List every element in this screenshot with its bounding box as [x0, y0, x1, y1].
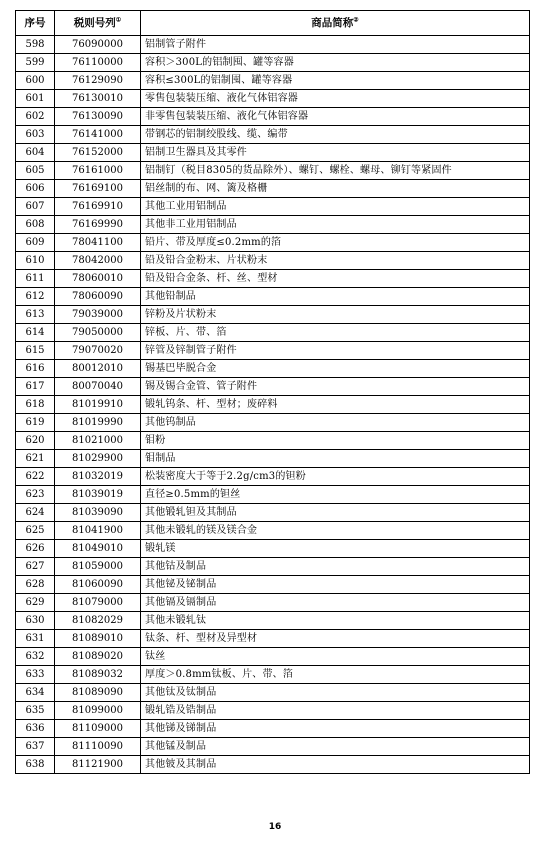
row-tariff-code: 81049010	[55, 540, 141, 558]
row-tariff-code: 79039000	[55, 306, 141, 324]
row-product-name: 其他非工业用铝制品	[141, 216, 530, 234]
row-tariff-code: 78060010	[55, 270, 141, 288]
row-tariff-code: 76090000	[55, 36, 141, 54]
row-product-name: 厚度＞0.8mm钛板、片、带、箔	[141, 666, 530, 684]
row-serial-number: 609	[16, 234, 55, 252]
row-product-name: 铅及铅合金条、杆、丝、型材	[141, 270, 530, 288]
table-row	[16, 288, 530, 306]
table-row	[16, 180, 530, 198]
row-serial-number: 603	[16, 126, 55, 144]
table-row	[16, 504, 530, 522]
row-tariff-code: 76110000	[55, 54, 141, 72]
table-row	[16, 90, 530, 108]
row-tariff-code: 81121900	[55, 756, 141, 774]
row-product-name: 其他铋及铋制品	[141, 576, 530, 594]
row-tariff-code: 81082029	[55, 612, 141, 630]
footnote-mark-2: ②	[353, 16, 359, 23]
row-product-name: 锌板、片、带、箔	[141, 324, 530, 342]
row-product-name: 铝制卫生器具及其零件	[141, 144, 530, 162]
row-tariff-code: 81029900	[55, 450, 141, 468]
row-product-name: 其他钴及制品	[141, 558, 530, 576]
row-serial-number: 601	[16, 90, 55, 108]
row-serial-number: 600	[16, 72, 55, 90]
table-row	[16, 666, 530, 684]
table-row	[16, 648, 530, 666]
table-row	[16, 450, 530, 468]
row-tariff-code: 81041900	[55, 522, 141, 540]
row-tariff-code: 81032019	[55, 468, 141, 486]
row-serial-number: 618	[16, 396, 55, 414]
row-tariff-code: 76129090	[55, 72, 141, 90]
row-serial-number: 623	[16, 486, 55, 504]
row-tariff-code: 81079000	[55, 594, 141, 612]
row-serial-number: 626	[16, 540, 55, 558]
table-row	[16, 162, 530, 180]
row-product-name: 铝制管子附件	[141, 36, 530, 54]
row-serial-number: 615	[16, 342, 55, 360]
row-tariff-code: 76130090	[55, 108, 141, 126]
row-product-name: 锻轧钨条、杆、型材；废碎料	[141, 396, 530, 414]
row-serial-number: 619	[16, 414, 55, 432]
row-serial-number: 599	[16, 54, 55, 72]
row-serial-number: 628	[16, 576, 55, 594]
row-product-name: 其他锻轧钽及其制品	[141, 504, 530, 522]
row-tariff-code: 81109000	[55, 720, 141, 738]
row-product-name: 锡基巴毕脱合金	[141, 360, 530, 378]
table-row	[16, 396, 530, 414]
row-serial-number: 630	[16, 612, 55, 630]
table-row	[16, 702, 530, 720]
table-row	[16, 576, 530, 594]
row-product-name: 铅片、带及厚度≤0.2mm的箔	[141, 234, 530, 252]
row-tariff-code: 81089032	[55, 666, 141, 684]
row-tariff-code: 78060090	[55, 288, 141, 306]
row-tariff-code: 76169100	[55, 180, 141, 198]
page-number: 16	[268, 822, 282, 832]
table-row	[16, 270, 530, 288]
row-tariff-code: 78041100	[55, 234, 141, 252]
row-serial-number: 624	[16, 504, 55, 522]
row-tariff-code: 76169910	[55, 198, 141, 216]
row-product-name: 其他锰及制品	[141, 738, 530, 756]
table-row	[16, 432, 530, 450]
row-tariff-code: 76152000	[55, 144, 141, 162]
row-tariff-code: 81089020	[55, 648, 141, 666]
row-product-name: 锡及锡合金管、管子附件	[141, 378, 530, 396]
row-product-name: 其他镉及镉制品	[141, 594, 530, 612]
row-serial-number: 637	[16, 738, 55, 756]
table-row	[16, 126, 530, 144]
row-serial-number: 621	[16, 450, 55, 468]
row-serial-number: 617	[16, 378, 55, 396]
row-product-name: 容积≤300L的铝制囤、罐等容器	[141, 72, 530, 90]
row-tariff-code: 81099000	[55, 702, 141, 720]
row-product-name: 钛条、杆、型材及异型材	[141, 630, 530, 648]
row-product-name: 其他工业用铝制品	[141, 198, 530, 216]
row-tariff-code: 76169990	[55, 216, 141, 234]
row-serial-number: 606	[16, 180, 55, 198]
row-tariff-code: 80012010	[55, 360, 141, 378]
row-serial-number: 622	[16, 468, 55, 486]
table-header-row	[16, 11, 530, 36]
row-tariff-code: 76141000	[55, 126, 141, 144]
row-product-name: 带钢芯的铝制绞股线、缆、编带	[141, 126, 530, 144]
row-tariff-code: 81019990	[55, 414, 141, 432]
row-tariff-code: 81089090	[55, 684, 141, 702]
table-body	[16, 36, 530, 774]
row-tariff-code: 81060090	[55, 576, 141, 594]
row-tariff-code: 81110090	[55, 738, 141, 756]
row-serial-number: 632	[16, 648, 55, 666]
footnote-mark-1: ①	[115, 16, 122, 23]
table-row	[16, 522, 530, 540]
table-row	[16, 738, 530, 756]
row-product-name: 锻轧镁	[141, 540, 530, 558]
table-row	[16, 342, 530, 360]
row-serial-number: 607	[16, 198, 55, 216]
row-product-name: 铝制钉（税目8305的货品除外）、螺钉、螺栓、螺母、铆钉等紧固件	[141, 162, 530, 180]
row-serial-number: 602	[16, 108, 55, 126]
row-product-name: 铅及铅合金粉末、片状粉末	[141, 252, 530, 270]
table-row	[16, 630, 530, 648]
row-product-name: 其他钛及钛制品	[141, 684, 530, 702]
row-serial-number: 634	[16, 684, 55, 702]
table-row	[16, 684, 530, 702]
row-product-name: 其他未锻轧钛	[141, 612, 530, 630]
table-row	[16, 558, 530, 576]
row-serial-number: 638	[16, 756, 55, 774]
row-serial-number: 620	[16, 432, 55, 450]
row-serial-number: 635	[16, 702, 55, 720]
row-product-name: 其他锑及锑制品	[141, 720, 530, 738]
row-product-name: 铝丝制的布、网、篱及格栅	[141, 180, 530, 198]
row-product-name: 锌管及锌制管子附件	[141, 342, 530, 360]
table-row	[16, 36, 530, 54]
row-product-name: 其他钨制品	[141, 414, 530, 432]
table-row	[16, 756, 530, 774]
row-product-name: 零售包装装压缩、液化气体铝容器	[141, 90, 530, 108]
table-row	[16, 612, 530, 630]
row-product-name: 松装密度大于等于2.2g/cm3的钽粉	[141, 468, 530, 486]
table-row	[16, 468, 530, 486]
table-row	[16, 216, 530, 234]
row-product-name: 容积＞300L的铝制囤、罐等容器	[141, 54, 530, 72]
table-row	[16, 720, 530, 738]
row-product-name: 直径≥0.5mm的钽丝	[141, 486, 530, 504]
table-row	[16, 54, 530, 72]
header-tariff-code: 税则号列①	[55, 11, 141, 36]
table-row	[16, 360, 530, 378]
table-row	[16, 324, 530, 342]
row-tariff-code: 81089010	[55, 630, 141, 648]
row-product-name: 钛丝	[141, 648, 530, 666]
row-tariff-code: 78042000	[55, 252, 141, 270]
header-serial-number: 序号	[16, 11, 55, 36]
table-row	[16, 72, 530, 90]
row-product-name: 其他铅制品	[141, 288, 530, 306]
row-tariff-code: 81039090	[55, 504, 141, 522]
row-tariff-code: 79050000	[55, 324, 141, 342]
table-row	[16, 540, 530, 558]
row-tariff-code: 81021000	[55, 432, 141, 450]
row-tariff-code: 76130010	[55, 90, 141, 108]
table-row	[16, 252, 530, 270]
row-serial-number: 605	[16, 162, 55, 180]
row-serial-number: 629	[16, 594, 55, 612]
row-serial-number: 604	[16, 144, 55, 162]
row-tariff-code: 81059000	[55, 558, 141, 576]
row-tariff-code: 80070040	[55, 378, 141, 396]
header-product-name: 商品简称②	[141, 11, 530, 36]
row-serial-number: 616	[16, 360, 55, 378]
table-row	[16, 594, 530, 612]
table-row	[16, 414, 530, 432]
row-serial-number: 614	[16, 324, 55, 342]
row-serial-number: 633	[16, 666, 55, 684]
table-row	[16, 486, 530, 504]
row-product-name: 其他未锻轧的镁及镁合金	[141, 522, 530, 540]
table-row	[16, 306, 530, 324]
row-product-name: 钼制品	[141, 450, 530, 468]
row-serial-number: 610	[16, 252, 55, 270]
table-row	[16, 198, 530, 216]
table-row	[16, 378, 530, 396]
row-serial-number: 636	[16, 720, 55, 738]
row-serial-number: 631	[16, 630, 55, 648]
row-product-name: 其他铍及其制品	[141, 756, 530, 774]
tariff-table	[15, 10, 530, 774]
row-serial-number: 608	[16, 216, 55, 234]
table-row	[16, 234, 530, 252]
row-tariff-code: 81019910	[55, 396, 141, 414]
row-product-name: 钼粉	[141, 432, 530, 450]
row-serial-number: 613	[16, 306, 55, 324]
row-tariff-code: 81039019	[55, 486, 141, 504]
row-serial-number: 612	[16, 288, 55, 306]
row-product-name: 锌粉及片状粉末	[141, 306, 530, 324]
row-serial-number: 598	[16, 36, 55, 54]
row-product-name: 非零售包装装压缩、液化气体铝容器	[141, 108, 530, 126]
row-tariff-code: 76161000	[55, 162, 141, 180]
row-serial-number: 611	[16, 270, 55, 288]
table-row	[16, 108, 530, 126]
row-product-name: 锻轧锆及锆制品	[141, 702, 530, 720]
row-serial-number: 625	[16, 522, 55, 540]
row-tariff-code: 79070020	[55, 342, 141, 360]
row-serial-number: 627	[16, 558, 55, 576]
table-row	[16, 144, 530, 162]
